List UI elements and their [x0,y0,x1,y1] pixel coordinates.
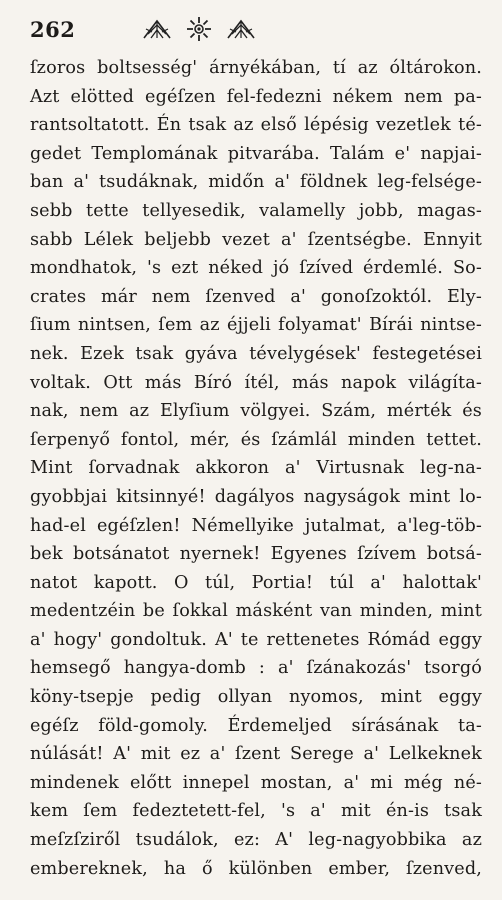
text-line: sebb tette tellyesedik, valamelly jobb, magas- [30,200,482,221]
text-line: gyobbjai kitsinnyé! dagályos nagyságok mint lo- [30,486,482,507]
text-line: ban a' tsudáknak, midőn a' földnek leg-felsége- [30,172,482,193]
text-line: núlását! A' mit ez a' ſzent Serege a' Lelkeknek [30,744,482,765]
text-line: voltak. Ott más Bíró ítél, más napok világíta- [30,372,482,393]
text-line: nek. Ezek tsak gyáva tévelygések' festegetései [30,343,482,364]
text-line: a' hogy' gondoltuk. A' te rettenetes Rómád eggy [30,629,482,650]
text-line: kem ſem fedeztetett-fel, 's a' mit én-is tsak [30,801,482,822]
text-line: mondhatok, 's ezt néked jó ſzíved érdemlé. So- [30,258,482,279]
leaf-ornament-right-icon [226,18,256,40]
text-line: crates már nem ſzenved a' gonoſzoktól. Ely- [30,286,482,307]
text-line: medentzéin be ſokkal másként van minden, mint [30,601,482,622]
text-line: embereknek, ha ő különben ember, ſzenved, [30,858,482,879]
page-number: 262 [30,16,76,42]
page-header [30,14,478,44]
text-line: köny-tsepje pedig ollyan nyomos, mint eggy [30,687,482,708]
text-line: nak, nem az Elyſium völgyei. Szám, mérték és [30,401,482,422]
flower-ornament-icon [186,16,212,42]
text-line: egéſz föld-gomoly. Érdemeljed sírásának ta- [30,715,482,736]
text-line: natot kapott. O túl, Portia! túl a' halottak' [30,572,482,593]
text-line: meſzſziről tsudálok, ez: A' leg-nagyobbika az [30,830,482,851]
leaf-ornament-left-icon [142,18,172,40]
text-line: mindenek előtt innepel mostan, a' mi még né- [30,772,482,793]
text-line: had-el egéſzlen! Némellyike jutalmat, a'leg-töb- [30,515,482,536]
text-line: ſium nintsen, ſem az éjjeli folyamat' Bírái nintse- [30,315,482,336]
text-line: Azt elötted egéſzen fel-fedezni nékem nem pa- [30,86,482,107]
text-line: ſerpenyő fontol, mér, és ſzámlál minden tettet. [30,429,482,450]
text-line: sabb Lélek beljebb vezet a' ſzentségbe. Ennyit [30,229,482,250]
text-line: Mint ſorvadnak akkoron a' Virtusnak leg-na- [30,458,482,479]
text-line: rantsoltatott. Én tsak az első lépésig vezetlek té- [30,115,482,136]
text-line: gedet Templomának pitvarába. Talám e' napjai- [30,143,482,164]
header-ornament [142,16,256,42]
text-line: hemsegő hangya-domb : a' ſzánakozás' tsorgó [30,658,482,679]
page-body-text [30,54,482,883]
text-line: bek botsánatot nyernek! Egyenes ſzívem botsá- [30,544,482,565]
text-line: ſzoros boltsesség' árnyékában, tí az óltárokon. [30,58,482,78]
